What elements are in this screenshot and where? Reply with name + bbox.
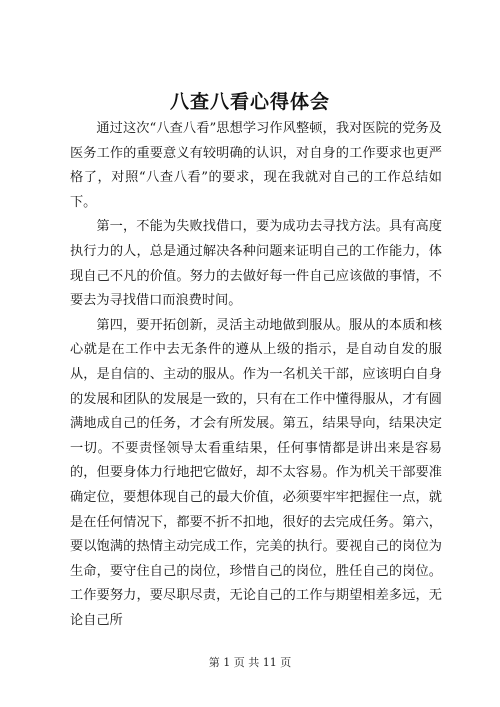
document-body: [70, 117, 442, 633]
paragraph-intro: 通过这次“八查八看”思想学习作风整顿，我对医院的党务及医务工作的重要意义有较明确的认识，对自身的工作要求也更严格了，对照“八查八看”的要求，现在我就对自己的工作总结如下。: [70, 121, 442, 210]
paragraph-first-point: 第一，不能为失败找借口，要为成功去寻找方法。具有高度执行力的人，总是通过解决各种问题来证明自己的工作能力，体现自己不凡的价值。努力的去做好每一件自己应该做的事情，不要去为寻找借口而浪费时间。: [70, 219, 442, 309]
paragraph-fourth-point: 第四，要开拓创新，灵活主动地做到服从。服从的本质和核心就是在工作中去无条件的遵从上级的指示，是自动自发的服从，是自信的、主动的服从。作为一名机关干部，应该明白自身的发展和团队的发展是一致的，只有在工作中懂得服从，才有圆满地成自己的任务，才会有所发展。第五，结果导向，结果决定一切。不要责怪领导太看重结果，任何事情都是讲出来是容易的，但要身体力行地把它做好，却不太容易。作为机关干部要准确定位，要想体现自己的最大价值，必须要牢牢把握住一点，就是在任何情况下，都要不折不扣地，很好的去完成任务。第六，要以饱满的热情主动完成工作，完美的执行。要视自己的岗位为生命，要守住自己的岗位，珍惜自己的岗位，胜任自己的岗位。工作要努力，要尽职尽责，无论自己的工作与期望相差多远，无论自己所: [70, 317, 442, 628]
page-number-footer: 第 1 页 共 11 页: [208, 656, 292, 669]
document-title: 八查八看心得体会: [169, 91, 330, 113]
